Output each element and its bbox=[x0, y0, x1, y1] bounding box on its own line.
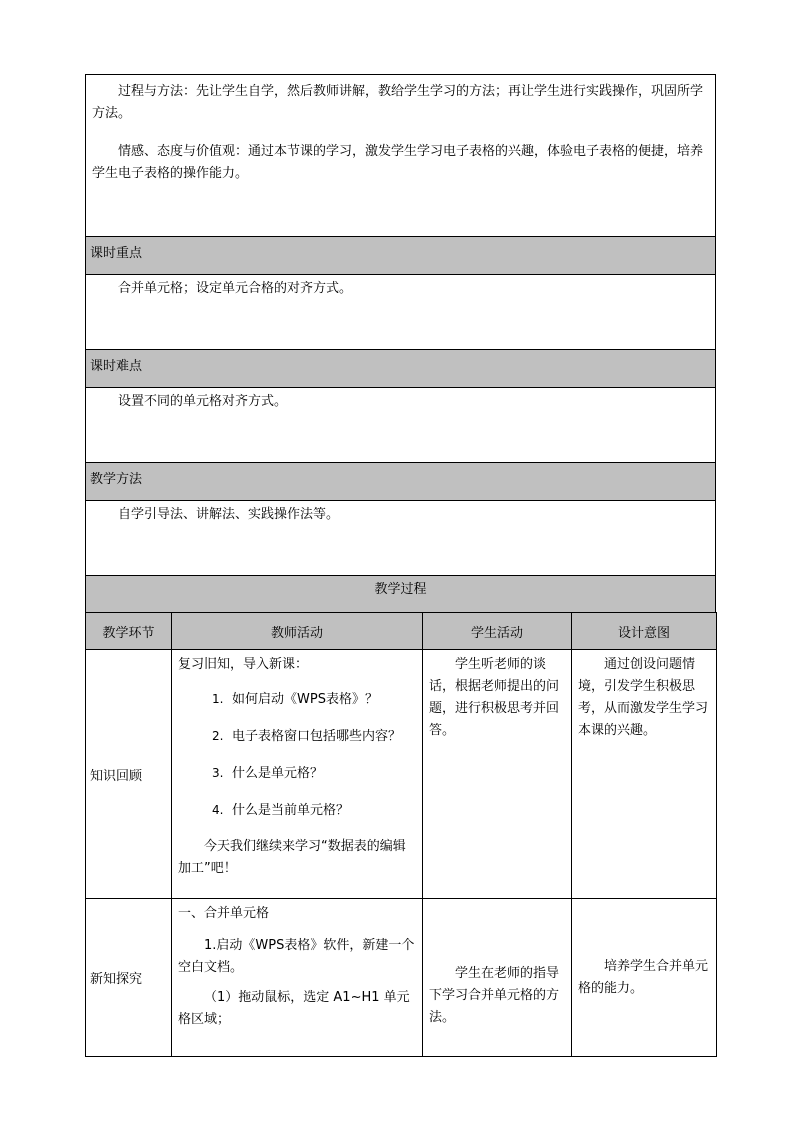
teacher-step-2: （1）拖动鼠标，选定 A1~H1 单元格区域； bbox=[178, 990, 410, 1027]
header-stage: 教学环节 bbox=[86, 613, 172, 650]
process-method-text: 过程与方法：先让学生自学，然后教师讲解，教给学生学习的方法；再让学生进行实践操作，巩固所学方法。 bbox=[92, 84, 704, 121]
student-activity-text: 学生在老师的指导下学习合并单元格的方法。 bbox=[429, 965, 560, 1025]
question-list bbox=[172, 688, 422, 822]
design-intent-cell bbox=[572, 650, 717, 899]
methods-label: 教学方法 bbox=[90, 472, 143, 487]
emotion-attitude-text: 情感、态度与价值观：通过本节课的学习，激发学生学习电子表格的兴趣，体验电子表格的便捷，培养学生电子表格的操作能力。 bbox=[92, 144, 704, 181]
process-title-bar bbox=[85, 575, 716, 613]
teacher-intro: 复习旧知，导入新课： bbox=[178, 657, 309, 672]
difficulties-body bbox=[85, 387, 716, 463]
key-points-body bbox=[85, 274, 716, 350]
student-activity-text: 学生听老师的谈话，根据老师提出的问题，进行积极思考并回答。 bbox=[429, 657, 560, 738]
student-activity-cell bbox=[423, 899, 572, 1057]
student-activity-cell bbox=[423, 650, 572, 899]
header-teacher: 教师活动 bbox=[172, 613, 423, 650]
objectives-section bbox=[85, 74, 716, 237]
stage-cell: 新知探究 bbox=[86, 899, 172, 1057]
teacher-heading: 一、合并单元格 bbox=[178, 906, 270, 921]
design-intent-text: 通过创设问题情境，引发学生积极思考，从而激发学生学习本课的兴趣。 bbox=[578, 657, 709, 738]
process-title: 教学过程 bbox=[374, 582, 427, 597]
table-header-row bbox=[86, 613, 717, 650]
difficulties-header bbox=[85, 349, 716, 388]
teacher-activity-cell bbox=[172, 650, 423, 899]
list-item: 1. 如何启动《WPS表格》？ bbox=[212, 692, 378, 707]
list-item: 4. 什么是当前单元格？ bbox=[212, 803, 350, 818]
methods-body bbox=[85, 500, 716, 576]
teacher-activity-cell bbox=[172, 899, 423, 1057]
header-intent: 设计意图 bbox=[572, 613, 717, 650]
design-intent-cell bbox=[572, 899, 717, 1057]
key-points-label: 课时重点 bbox=[90, 246, 143, 261]
list-item: 3. 什么是单元格？ bbox=[212, 766, 324, 781]
methods-header bbox=[85, 462, 716, 501]
teacher-outro: 今天我们继续来学习“数据表的编辑加工”吧！ bbox=[178, 839, 406, 876]
key-points-header bbox=[85, 236, 716, 275]
list-item: 2. 电子表格窗口包括哪些内容？ bbox=[212, 729, 402, 744]
difficulties-text: 设置不同的单元格对齐方式。 bbox=[118, 394, 288, 409]
difficulties-label: 课时难点 bbox=[90, 359, 143, 374]
methods-text: 自学引导法、讲解法、实践操作法等。 bbox=[118, 507, 340, 522]
key-points-text: 合并单元格；设定单元合格的对齐方式。 bbox=[118, 281, 353, 296]
header-student: 学生活动 bbox=[423, 613, 572, 650]
table-row bbox=[86, 650, 717, 899]
design-intent-text: 培养学生合并单元格的能力。 bbox=[578, 958, 709, 996]
teaching-process-table bbox=[85, 612, 717, 1057]
teacher-step-1: 1.启动《WPS表格》软件，新建一个空白文档。 bbox=[178, 938, 415, 975]
table-row bbox=[86, 899, 717, 1057]
stage-cell: 知识回顾 bbox=[86, 650, 172, 899]
